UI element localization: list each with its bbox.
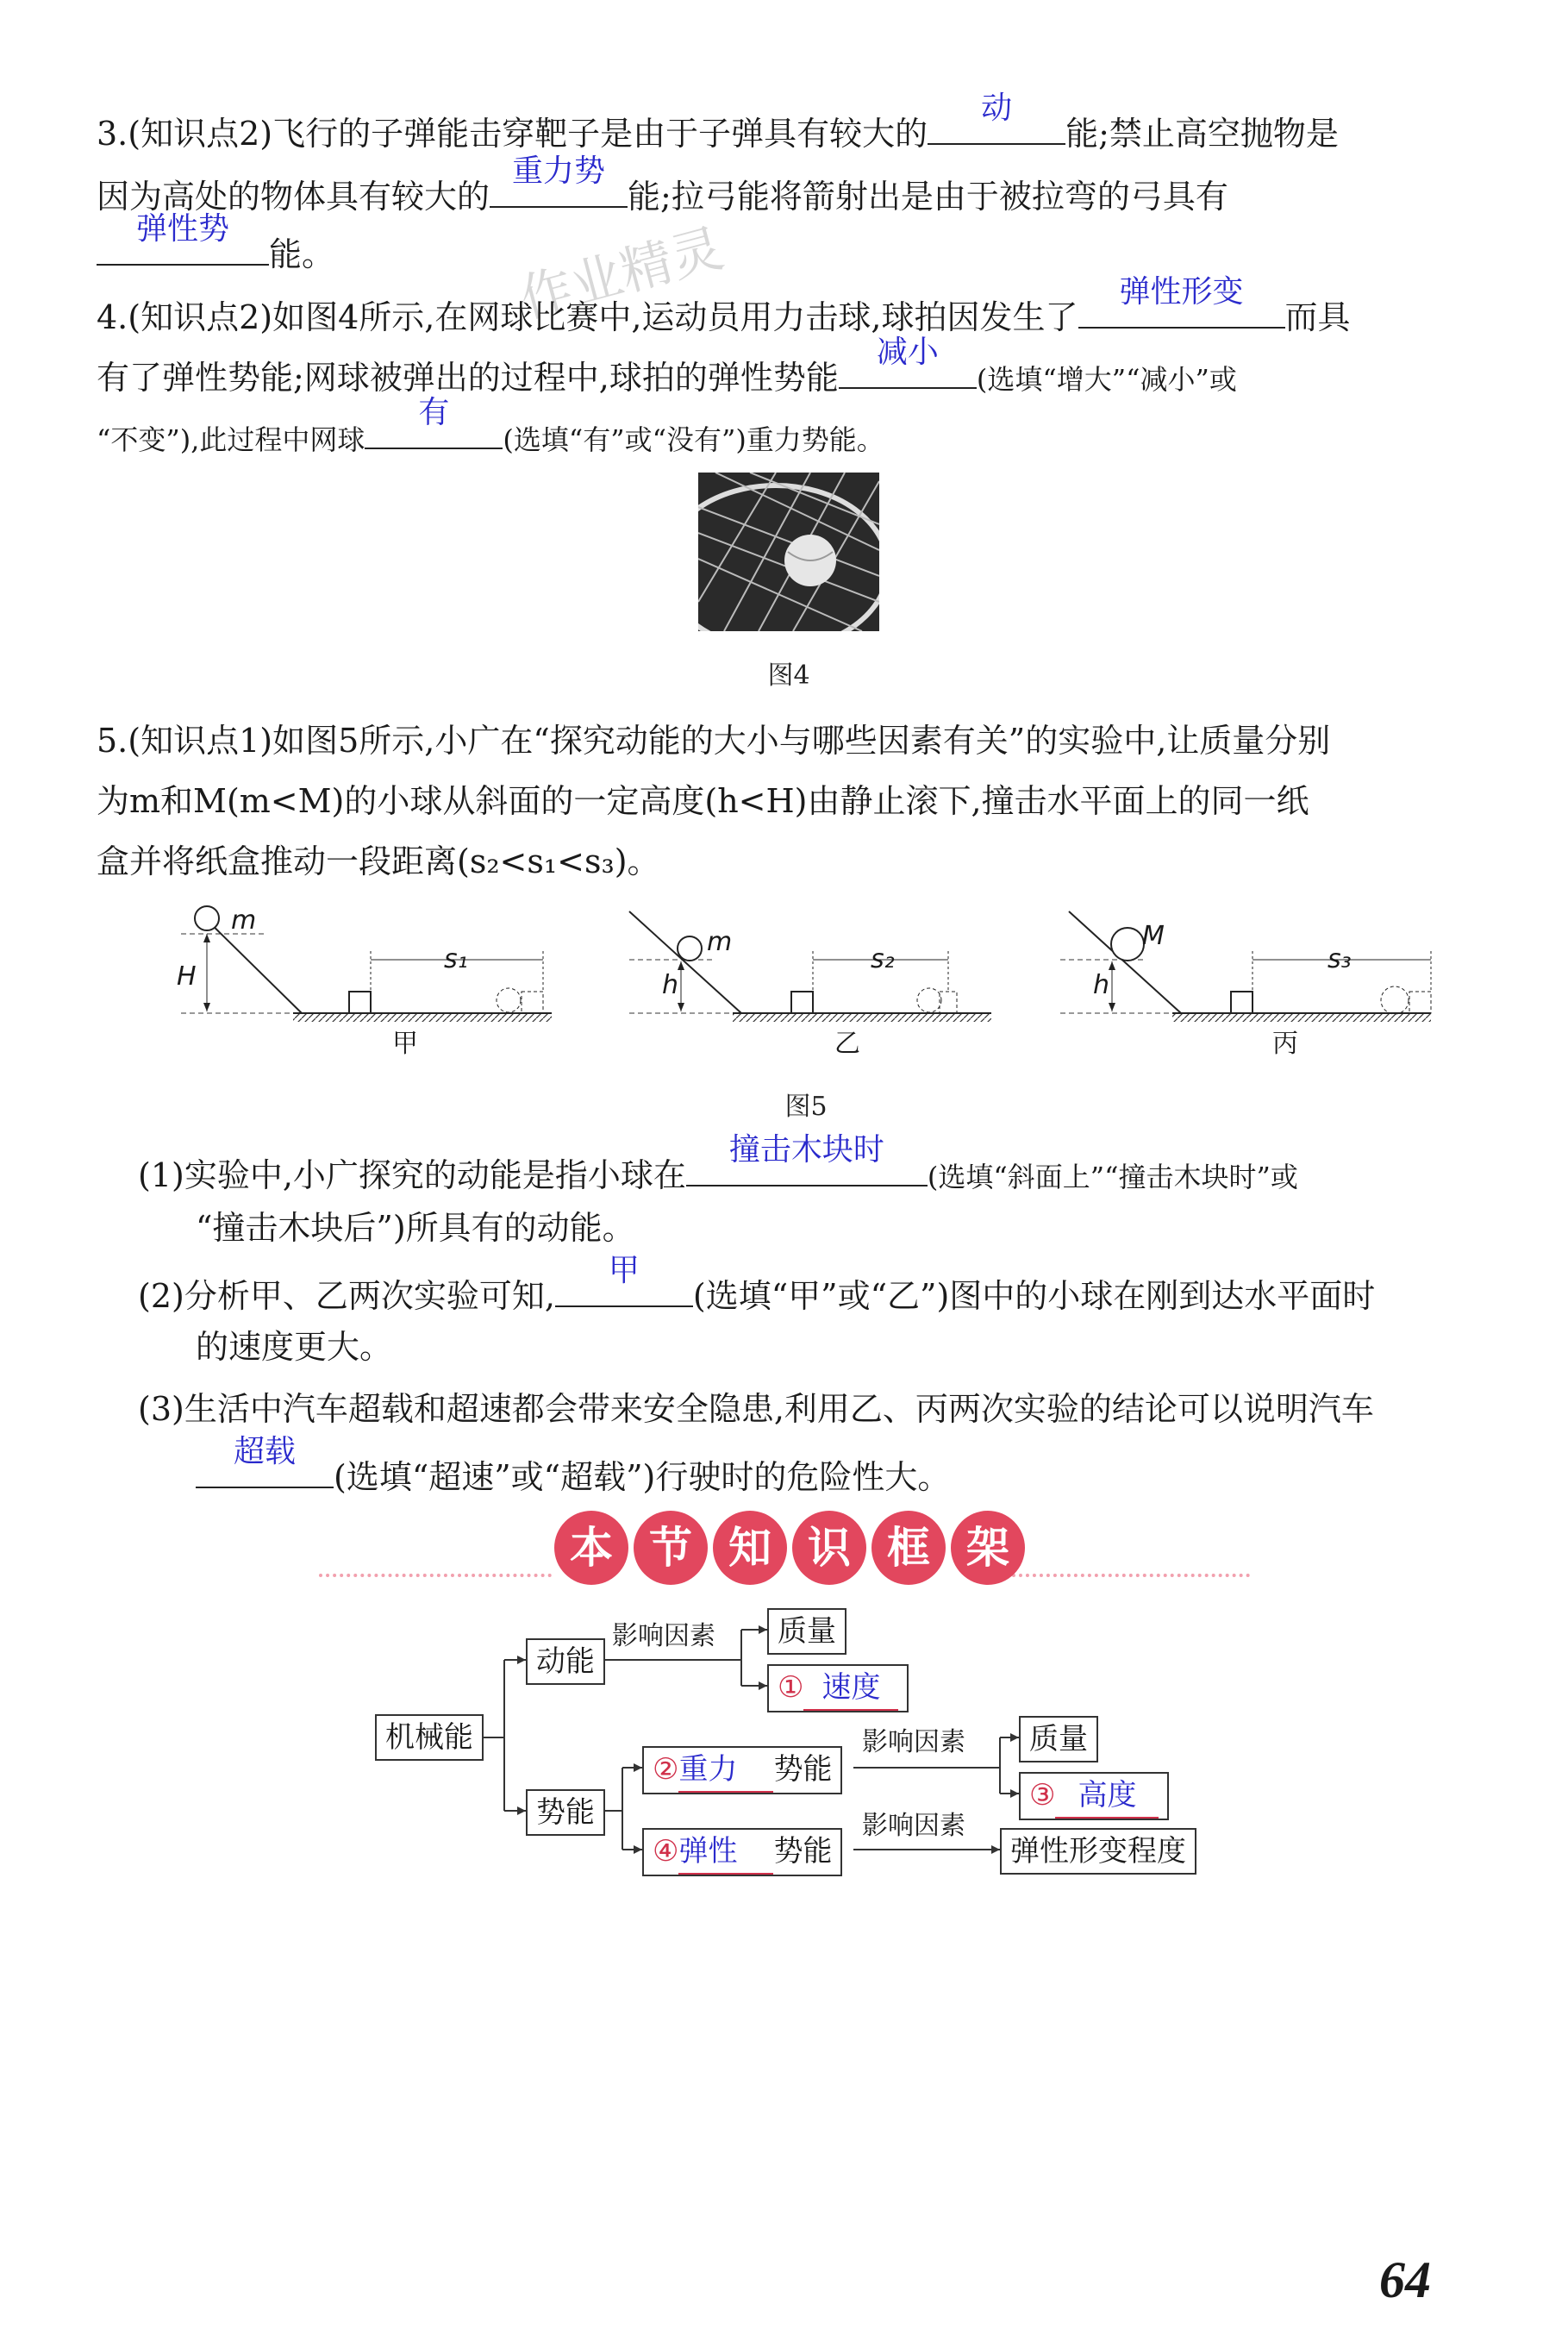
fw-root: 机械能 bbox=[375, 1714, 484, 1761]
title-char-2: 节 bbox=[634, 1511, 708, 1585]
q4-blank3[interactable]: 有 bbox=[365, 410, 503, 449]
fw-elastic-factor: 弹性形变程度 bbox=[1000, 1828, 1196, 1875]
q5-line3: 盒并将纸盒推动一段距离(s₂<s₁<s₃)。 bbox=[97, 842, 660, 880]
title-char-3: 知 bbox=[713, 1511, 787, 1585]
fw-influence-3: 影响因素 bbox=[862, 1811, 965, 1841]
q4-line1: 4.(知识点2)如图4所示,在网球比赛中,运动员用力击球,球拍因发生了 弹性形变 而具 bbox=[97, 274, 1351, 336]
title-char-5: 框 bbox=[871, 1511, 946, 1585]
q4-line3: “不变”),此过程中网球 有 (选填“有”或“没有”)重力势能。 bbox=[97, 395, 884, 456]
q5-sub1-line2: “撞击木块后”)所具有的动能。 bbox=[196, 1209, 635, 1247]
q5-sub3-line1: (3)生活中汽车超载和超速都会带来安全隐患,利用乙、丙两次实验的结论可以说明汽车 bbox=[138, 1390, 1374, 1428]
q4-line2: 有了弹性势能;网球被弹出的过程中,球拍的弹性势能 减小 (选填“增大”“减小”或 bbox=[97, 335, 1237, 397]
fw-influence-1: 影响因素 bbox=[612, 1621, 715, 1651]
title-char-6: 架 bbox=[951, 1511, 1025, 1585]
fig5-jia-height: H bbox=[177, 961, 197, 992]
watermark: 作业精灵 bbox=[514, 217, 730, 330]
q3-blank2[interactable]: 重力势 bbox=[490, 168, 628, 208]
q5-line2: 为m和M(m<M)的小球从斜面的一定高度(h<H)由静止滚下,撞击水平面上的同一纸 bbox=[97, 782, 1309, 820]
fw-gravity-factor: ③ 高度 bbox=[1019, 1772, 1169, 1820]
fw-elastic-pe: ④弹性 势能 bbox=[642, 1828, 842, 1876]
fig5-yi-label: 乙 bbox=[834, 1029, 860, 1059]
tennis-racket-photo bbox=[698, 473, 879, 631]
q5-sub1-blank[interactable]: 撞击木块时 bbox=[686, 1147, 928, 1186]
q4-blank1[interactable]: 弹性形变 bbox=[1078, 289, 1285, 329]
fig5-bing-ball: M bbox=[1142, 921, 1165, 951]
fig5-jia-dist: s₁ bbox=[444, 944, 468, 974]
q5-sub2-line1: (2)分析甲、乙两次实验可知, 甲 (选填“甲”或“乙”)图中的小球在刚到达水平面时 bbox=[138, 1253, 1376, 1315]
fig5-caption: 图5 bbox=[784, 1092, 828, 1122]
q5-sub1-line1: (1)实验中,小广探究的动能是指小球在 撞击木块时 (选填“斜面上”“撞击木块时”或 bbox=[138, 1132, 1298, 1194]
fw-answer-2[interactable]: 重力 bbox=[678, 1748, 773, 1793]
fig5-jia-label: 甲 bbox=[392, 1029, 418, 1059]
q5-sub2-line2: 的速度更大。 bbox=[196, 1328, 393, 1366]
title-dots-left bbox=[319, 1574, 552, 1581]
fig5-bing-height: h bbox=[1093, 970, 1110, 1000]
fig5-jia-ball: m bbox=[231, 905, 257, 936]
fw-answer-3[interactable]: 高度 bbox=[1055, 1774, 1159, 1819]
title-char-1: 本 bbox=[554, 1511, 628, 1585]
fw-gravity-mass: 质量 bbox=[1019, 1716, 1098, 1762]
fig5-diagram bbox=[164, 901, 1457, 1074]
page-number: 64 bbox=[1379, 2251, 1431, 2308]
fw-answer-4[interactable]: 弹性 bbox=[678, 1830, 773, 1875]
fig4-caption: 图4 bbox=[767, 661, 810, 691]
panel-yi bbox=[629, 911, 991, 1022]
panel-bing bbox=[1060, 911, 1431, 1022]
q5-sub2-blank[interactable]: 甲 bbox=[555, 1268, 693, 1307]
fw-influence-2: 影响因素 bbox=[862, 1727, 965, 1757]
q3-line3: 弹性势 能。 bbox=[97, 226, 334, 275]
fig5-yi-dist: s₂ bbox=[871, 944, 895, 974]
fw-potential: 势能 bbox=[526, 1789, 605, 1836]
fig5-yi-height: h bbox=[662, 970, 679, 1000]
fw-kinetic: 动能 bbox=[526, 1638, 605, 1685]
q3-blank3[interactable]: 弹性势 bbox=[97, 226, 269, 266]
fw-gravity-pe: ②重力 势能 bbox=[642, 1746, 842, 1794]
fig5-bing-dist: s₃ bbox=[1327, 944, 1352, 974]
fw-kinetic-mass: 质量 bbox=[767, 1608, 846, 1655]
title-char-4: 识 bbox=[792, 1511, 866, 1585]
fig5-yi-ball: m bbox=[707, 927, 733, 957]
fw-answer-1[interactable]: 速度 bbox=[803, 1666, 898, 1711]
fw-kinetic-factor: ① 速度 bbox=[767, 1664, 909, 1712]
q4-blank2[interactable]: 减小 bbox=[839, 349, 977, 389]
q3-line1: 3.(知识点2)飞行的子弹能击穿靶子是由于子弹具有较大的 动 能;禁止高空抛物是 bbox=[97, 91, 1339, 153]
q5-line1: 5.(知识点1)如图5所示,小广在“探究动能的大小与哪些因素有关”的实验中,让质量分别 bbox=[97, 722, 1331, 760]
fig5-bing-label: 丙 bbox=[1272, 1029, 1298, 1059]
title-dots-right bbox=[991, 1574, 1250, 1581]
q3-blank1[interactable]: 动 bbox=[928, 105, 1065, 145]
q3-line2: 因为高处的物体具有较大的 重力势 能;拉弓能将箭射出是由于被拉弯的弓具有 bbox=[97, 153, 1228, 216]
q5-sub3-line2: 超载 (选填“超速”或“超载”)行驶时的危险性大。 bbox=[196, 1449, 950, 1498]
q5-sub3-blank[interactable]: 超载 bbox=[196, 1449, 334, 1488]
